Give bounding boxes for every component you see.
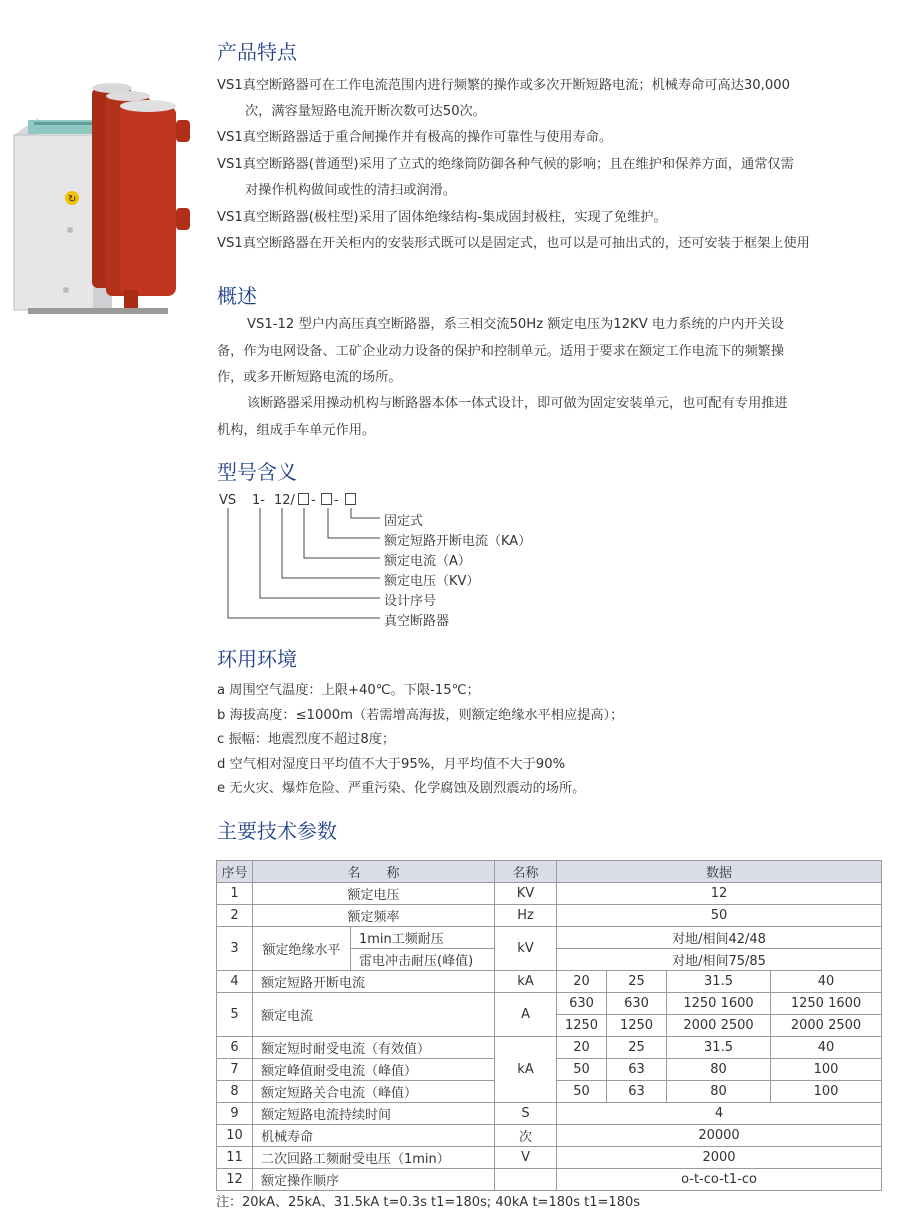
overview-line: VS1-12 型户内高压真空断路器，系三相交流50Hz 额定电压为12KV 电力系统的户内开关设 — [247, 317, 784, 332]
row-name: 额定短路关合电流（峰值） — [253, 1081, 495, 1103]
table-row — [217, 1037, 882, 1059]
row-value: 4 — [557, 1103, 882, 1125]
features-line: VS1真空断路器在开关柜内的安装形式既可以是固定式，也可以是可抽出式的，还可安装于框架上使用 — [217, 236, 810, 251]
row-value: 20 — [557, 971, 607, 993]
row-value: 80 — [667, 1081, 771, 1103]
row-unit: kA — [495, 971, 557, 993]
table-row — [217, 1147, 882, 1169]
model-heading: 型号含义 — [217, 460, 297, 484]
row-value: 对地/相间75/85 — [557, 949, 882, 971]
row-value: o-t-co-t1-co — [557, 1169, 882, 1191]
row-value: 63 — [607, 1059, 667, 1081]
environment-line: b 海拔高度：≤1000m（若需增高海拔，则额定绝缘水平相应提高）； — [217, 708, 624, 723]
row-unit — [495, 1169, 557, 1191]
row-value: 63 — [607, 1081, 667, 1103]
row-name: 额定电流 — [253, 993, 495, 1037]
row-value: 630 — [607, 993, 667, 1015]
row-value: 50 — [557, 1081, 607, 1103]
row-name: 额定电压 — [253, 883, 495, 905]
features-line: 次，满容量短路电流开断次数可达50次。 — [245, 104, 486, 119]
tree-label-rated-voltage: 额定电压（KV） — [384, 574, 480, 589]
header-data: 数据 — [557, 861, 882, 883]
row-subname: 1min工频耐压 — [351, 927, 495, 949]
row-no: 7 — [217, 1059, 253, 1081]
tree-label-rated-current: 额定电流（A） — [384, 554, 471, 569]
row-unit: KV — [495, 883, 557, 905]
overview-line: 备，作为电网设备、工矿企业动力设备的保护和控制单元。适用于要求在额定工作电流下的频繁操 — [217, 344, 785, 359]
row-no: 8 — [217, 1081, 253, 1103]
table-row — [217, 1103, 882, 1125]
row-no: 3 — [217, 927, 253, 971]
row-unit: S — [495, 1103, 557, 1125]
row-unit: 次 — [495, 1125, 557, 1147]
params-heading: 主要技术参数 — [217, 819, 337, 843]
row-no: 4 — [217, 971, 253, 993]
row-value: 50 — [557, 905, 882, 927]
row-name: 额定短路电流持续时间 — [253, 1103, 495, 1125]
code-dash: - — [311, 493, 316, 508]
row-value: 1250 1600 — [667, 993, 771, 1015]
environment-line: d 空气相对湿度日平均值不大于95%，月平均值不大于90% — [217, 757, 566, 772]
row-value: 31.5 — [667, 971, 771, 993]
row-value: 12 — [557, 883, 882, 905]
table-row — [217, 1125, 882, 1147]
table-row — [217, 927, 882, 949]
row-name: 额定峰值耐受电流（峰值） — [253, 1059, 495, 1081]
row-value: 25 — [607, 971, 667, 993]
row-name: 机械寿命 — [253, 1125, 495, 1147]
row-value: 2000 2500 — [771, 1015, 882, 1037]
row-value: 80 — [667, 1059, 771, 1081]
row-value: 1250 — [557, 1015, 607, 1037]
code-vs: VS — [219, 493, 237, 508]
row-unit: kV — [495, 927, 557, 971]
model-tree-lines — [200, 505, 400, 630]
row-unit: A — [495, 993, 557, 1037]
features-heading: 产品特点 — [217, 40, 297, 64]
tree-label-vacuum-breaker: 真空断路器 — [384, 614, 450, 629]
row-value: 20 — [557, 1037, 607, 1059]
code-series: 1- — [252, 493, 265, 508]
row-value: 50 — [557, 1059, 607, 1081]
features-line: VS1真空断路器(普通型)采用了立式的绝缘筒防御各种气候的影响；且在维护和保养方面，通常仅需 — [217, 157, 794, 172]
row-unit: V — [495, 1147, 557, 1169]
environment-line: c 振幅：地震烈度不超过8度； — [217, 732, 396, 747]
overview-line: 作，或多开断短路电流的场所。 — [217, 370, 402, 385]
row-value: 1250 1600 — [771, 993, 882, 1015]
features-line: VS1真空断路器(极柱型)采用了固体绝缘结构-集成固封极柱，实现了免维护。 — [217, 210, 667, 225]
row-name: 额定短路开断电流 — [253, 971, 495, 993]
environment-line: a 周围空气温度：上限+40℃。下限-15℃； — [217, 683, 480, 698]
environment-line: e 无火灾、爆炸危险、严重污染、化学腐蚀及剧烈震动的场所。 — [217, 781, 586, 796]
header-no: 序号 — [217, 861, 253, 883]
row-no: 6 — [217, 1037, 253, 1059]
row-no: 12 — [217, 1169, 253, 1191]
table-note: 注：20kA、25kA、31.5kA t=0.3s t1=180s; 40kA t=180s t1=180s — [216, 1195, 641, 1210]
code-voltage: 12/ — [274, 493, 295, 508]
table-row — [217, 883, 882, 905]
tree-label-fixed: 固定式 — [384, 514, 424, 529]
row-value: 1250 — [607, 1015, 667, 1037]
table-row — [217, 905, 882, 927]
row-value: 630 — [557, 993, 607, 1015]
table-header-row — [217, 861, 882, 883]
row-value: 40 — [771, 971, 882, 993]
row-name: 额定操作顺序 — [253, 1169, 495, 1191]
row-value: 2000 — [557, 1147, 882, 1169]
row-value: 100 — [771, 1059, 882, 1081]
features-line: VS1真空断路器适于重合闸操作并有极高的操作可靠性与使用寿命。 — [217, 130, 613, 145]
tree-label-design-serial: 设计序号 — [384, 594, 437, 609]
row-value: 100 — [771, 1081, 882, 1103]
code-dash: - — [334, 493, 339, 508]
row-no: 5 — [217, 993, 253, 1037]
overview-line: 机构，组成手车单元作用。 — [217, 423, 376, 438]
row-value: 25 — [607, 1037, 667, 1059]
table-row — [217, 1169, 882, 1191]
features-line: VS1真空断路器可在工作电流范围内进行频繁的操作或多次开断短路电流；机械寿命可高达30,000 — [217, 78, 791, 93]
header-unit: 名称 — [495, 861, 557, 883]
environment-heading: 环用环境 — [217, 647, 297, 671]
tree-label-breaking-current: 额定短路开断电流（KA） — [384, 534, 532, 549]
row-no: 1 — [217, 883, 253, 905]
overview-heading: 概述 — [217, 284, 257, 308]
row-name: 额定短时耐受电流（有效值） — [253, 1037, 495, 1059]
row-no: 9 — [217, 1103, 253, 1125]
overview-line: 该断路器采用操动机构与断路器本体一体式设计，即可做为固定安装单元，也可配有专用推进 — [247, 396, 788, 411]
table-row — [217, 971, 882, 993]
spec-table — [216, 860, 882, 1191]
header-name: 名 称 — [253, 861, 495, 883]
row-subname: 雷电冲击耐压(峰值) — [351, 949, 495, 971]
row-name: 额定频率 — [253, 905, 495, 927]
row-value: 20000 — [557, 1125, 882, 1147]
table-row — [217, 993, 882, 1015]
row-unit: Hz — [495, 905, 557, 927]
row-name: 额定绝缘水平 — [253, 927, 351, 971]
row-no: 10 — [217, 1125, 253, 1147]
row-no: 2 — [217, 905, 253, 927]
svg-text:↻: ↻ — [68, 194, 77, 205]
breaker-product-photo — [8, 80, 198, 320]
features-line: 对操作机构做间或性的清扫或润滑。 — [245, 183, 456, 198]
row-value: 2000 2500 — [667, 1015, 771, 1037]
row-no: 11 — [217, 1147, 253, 1169]
row-unit: kA — [495, 1037, 557, 1103]
row-name: 二次回路工频耐受电压（1min） — [253, 1147, 495, 1169]
row-value: 31.5 — [667, 1037, 771, 1059]
row-value: 40 — [771, 1037, 882, 1059]
row-value: 对地/相间42/48 — [557, 927, 882, 949]
